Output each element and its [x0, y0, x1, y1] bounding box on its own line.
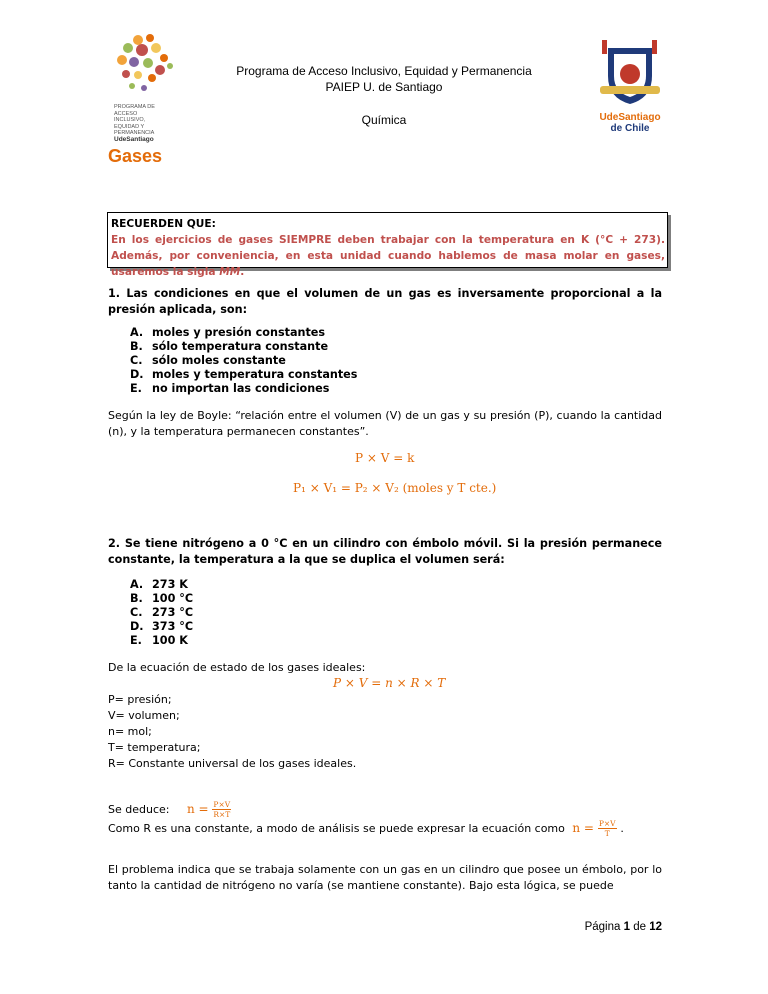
option-c: C. 273 °C	[130, 606, 194, 619]
option-c: C. sólo moles constante	[130, 354, 286, 367]
definition-n: n= mol;	[108, 725, 152, 738]
header-line-2: PAIEP U. de Santiago	[325, 80, 443, 94]
page-number: Página 1 de 12	[584, 921, 662, 933]
option-b: B. sólo temperatura constante	[130, 340, 329, 353]
option-a: A. moles y presión constantes	[130, 326, 326, 339]
option-e: E. no importan las condiciones	[130, 382, 330, 395]
notice-abbr: MM	[219, 266, 241, 278]
boyle-explanation: Según la ley de Boyle: “relación entre el volumen (V) de un gas y su presión (P), cuando la cantidad (n), y la temperatura permanecen constantes”.	[108, 409, 662, 438]
ideal-gas-intro: De la ecuación de estado de los gases ideales:	[108, 661, 366, 674]
header-line-1: Programa de Acceso Inclusivo, Equidad y Permanencia	[236, 64, 532, 78]
deduce-label: Se deduce:	[108, 803, 170, 816]
question-2-options	[130, 578, 193, 648]
notice-lead: RECUERDEN QUE:	[111, 218, 216, 230]
option-d: D. 373 °C	[130, 620, 194, 633]
notice-body: En los ejercicios de gases SIEMPRE deben trabajar con la temperatura en K (°C + 273). Además, por conveniencia, en esta unidad cuando hablemos de masa molar en gases, usaremos la sigla	[111, 234, 665, 278]
fraction-n-prt: n = $\frac{P\times V}{R\times T}$	[186, 800, 231, 819]
question-1-options	[130, 326, 357, 396]
notice-box	[107, 212, 668, 278]
option-b: B. 100 °C	[130, 592, 194, 605]
notice-end: .	[240, 266, 245, 278]
deduce-line	[108, 800, 231, 819]
definition-v: V= volumen;	[108, 709, 180, 722]
ideal-gas-equation: P × V = n × R × T	[333, 676, 446, 690]
question-1: 1. Las condiciones en que el volumen de un gas es inversamente proporcional a la presión aplicada, son:	[108, 287, 662, 316]
question-2: 2. Se tiene nitrógeno a 0 °C en un cilindro con émbolo móvil. Si la presión permanece constante, la temperatura a la que se duplica el volumen será:	[108, 537, 662, 566]
constant-line: Como R es una constante, a modo de análisis se puede expresar la ecuación como n = $\frac{P\times V}{T}$ .	[108, 819, 624, 838]
boyle-equation: P × V = k	[355, 451, 415, 465]
final-paragraph: El problema indica que se trabaja solamente con un gas en un cilindro que posee un émbolo, por lo tanto la cantidad de nitrógeno no varía (se mantiene constante). Bajo esta lógica, se puede	[108, 863, 662, 892]
constant-text: Como R es una constante, a modo de análisis se puede expresar la ecuación como	[108, 822, 565, 835]
option-d: D. moles y temperatura constantes	[130, 368, 358, 381]
fraction-n-pt: n = $\frac{P\times V}{T}$	[572, 819, 616, 838]
page-title: Gases	[108, 146, 163, 166]
option-e: E. 100 K	[130, 634, 188, 647]
paiep-logo-text: PROGRAMA DE ACCESO INCLUSIVO, EQUIDAD Y PERMANENCIA UdeSantiago	[114, 104, 155, 143]
definition-r: R= Constante universal de los gases ideales.	[108, 757, 357, 770]
header-subject: Química	[361, 113, 407, 127]
boyle-equation-2: P₁ × V₁ = P₂ × V₂ (moles y T cte.)	[293, 481, 497, 495]
crest-shield-graphic	[596, 36, 664, 108]
crest-text: UdeSantiago de Chile	[599, 112, 661, 134]
definition-t: T= temperatura;	[108, 741, 201, 754]
variable-definitions	[108, 692, 662, 772]
definition-p: P= presión;	[108, 693, 172, 706]
option-a: A. 273 K	[130, 578, 188, 591]
usach-crest	[596, 36, 664, 136]
